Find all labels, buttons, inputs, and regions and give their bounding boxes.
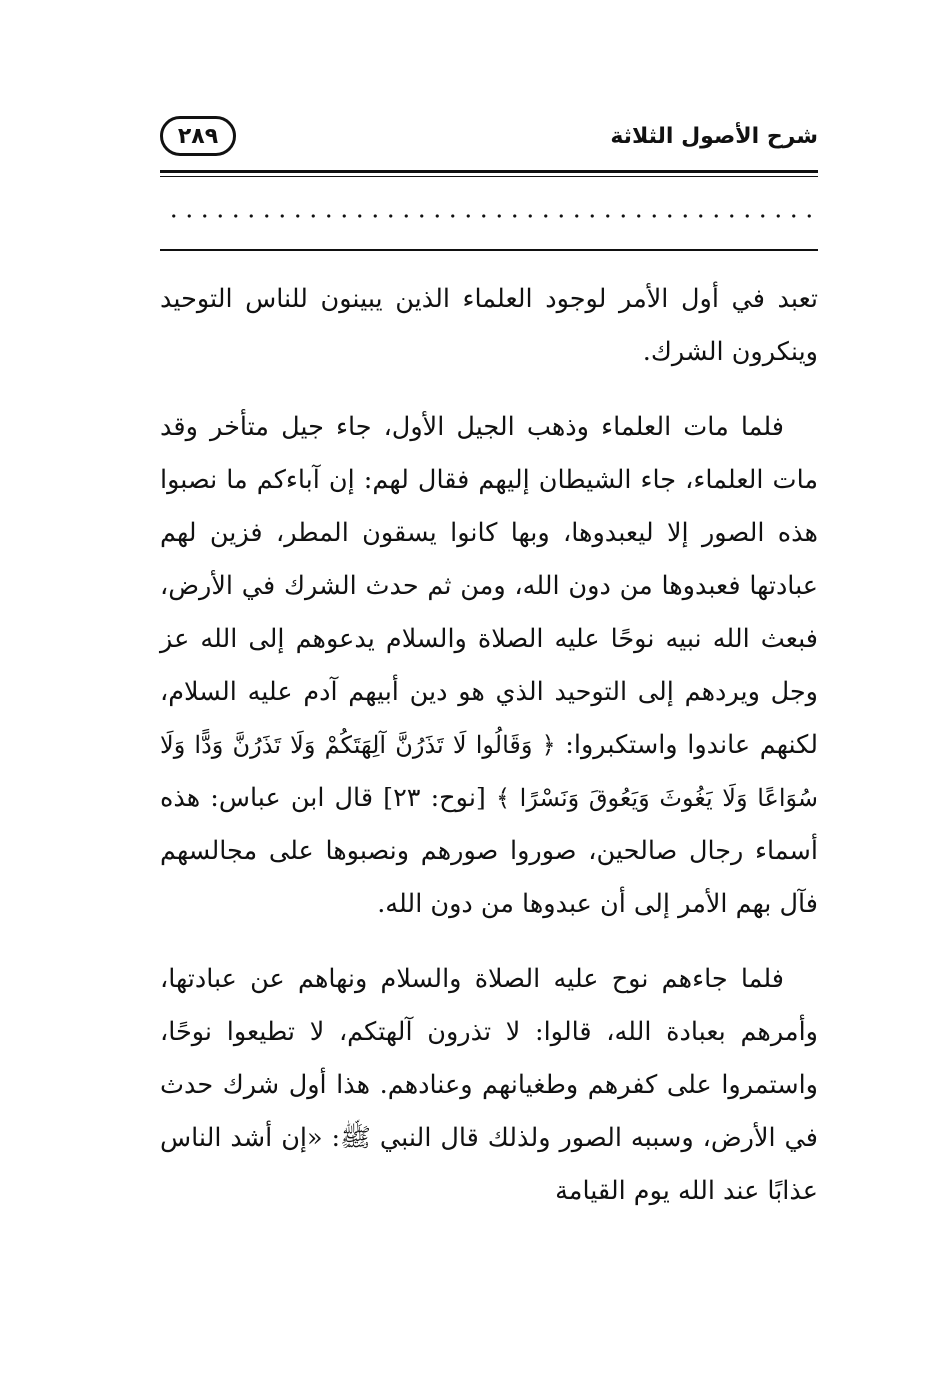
paragraph-2 — [160, 401, 818, 931]
book-page — [160, 110, 818, 1330]
paragraph-1: تعبد في أول الأمر لوجود العلماء الذين يبينون للناس التوحيد وينكرون الشرك. — [160, 284, 818, 367]
section-separator-line — [160, 249, 818, 251]
page-number: ٢٨٩ — [160, 116, 236, 156]
header-rule-thin — [160, 176, 818, 177]
book-title: شرح الأصول الثلاثة — [610, 124, 818, 149]
header-rule-thick — [160, 170, 818, 173]
paragraph-2-text-after-quote: [نوح: ٢٣] قال ابن عباس: هذه أسماء رجال صالحين، صوروا صورهم ونصبوها على مجالسهم فآل بهم الأمر إلى أن عبدوها من دون الله. — [160, 783, 818, 919]
footnote-dots-separator — [160, 207, 818, 235]
quran-verse: ﴿ وَقَالُوا لَا تَذَرُنَّ آلِهَتَكُمْ وَلَا تَذَرُنَّ وَدًّا وَلَا سُوَاعًا وَلَا يَغُوثَ وَيَعُوقَ وَنَسْرًا ﴾ — [160, 731, 819, 812]
page-header — [160, 110, 818, 168]
body-text — [160, 273, 818, 1218]
paragraph-3: فلما جاءهم نوح عليه الصلاة والسلام ونهاهم عن عبادتها، وأمرهم بعبادة الله، قالوا: لا تذرون آلهتكم، لا تطيعوا نوحًا، واستمروا على كفرهم وطغيانهم وعنادهم. هذا أول شرك حدث في الأرض، وسببه الصور ولذلك قال النبي ﷺ: «إن أشد الناس عذابًا عند الله يوم القيامة — [160, 964, 818, 1206]
paragraph-2-text-before-quote: فلما مات العلماء وذهب الجيل الأول، جاء جيل متأخر وقد مات العلماء، جاء الشيطان إليهم فقال لهم: إن آباءكم ما نصبوا هذه الصور إلا ليعبدوها، وبها كانوا يسقون المطر، فزين لهم عبادتها فعبدوها من دون الله، ومن ثم حدث الشرك في الأرض، فبعث الله نبيه نوحًا عليه الصلاة والسلام يدعوهم إلى الله عز وجل ويردهم إلى التوحيد الذي هو دين أبيهم آدم عليه السلام، لكنهم عاندوا واستكبروا: — [160, 412, 818, 760]
